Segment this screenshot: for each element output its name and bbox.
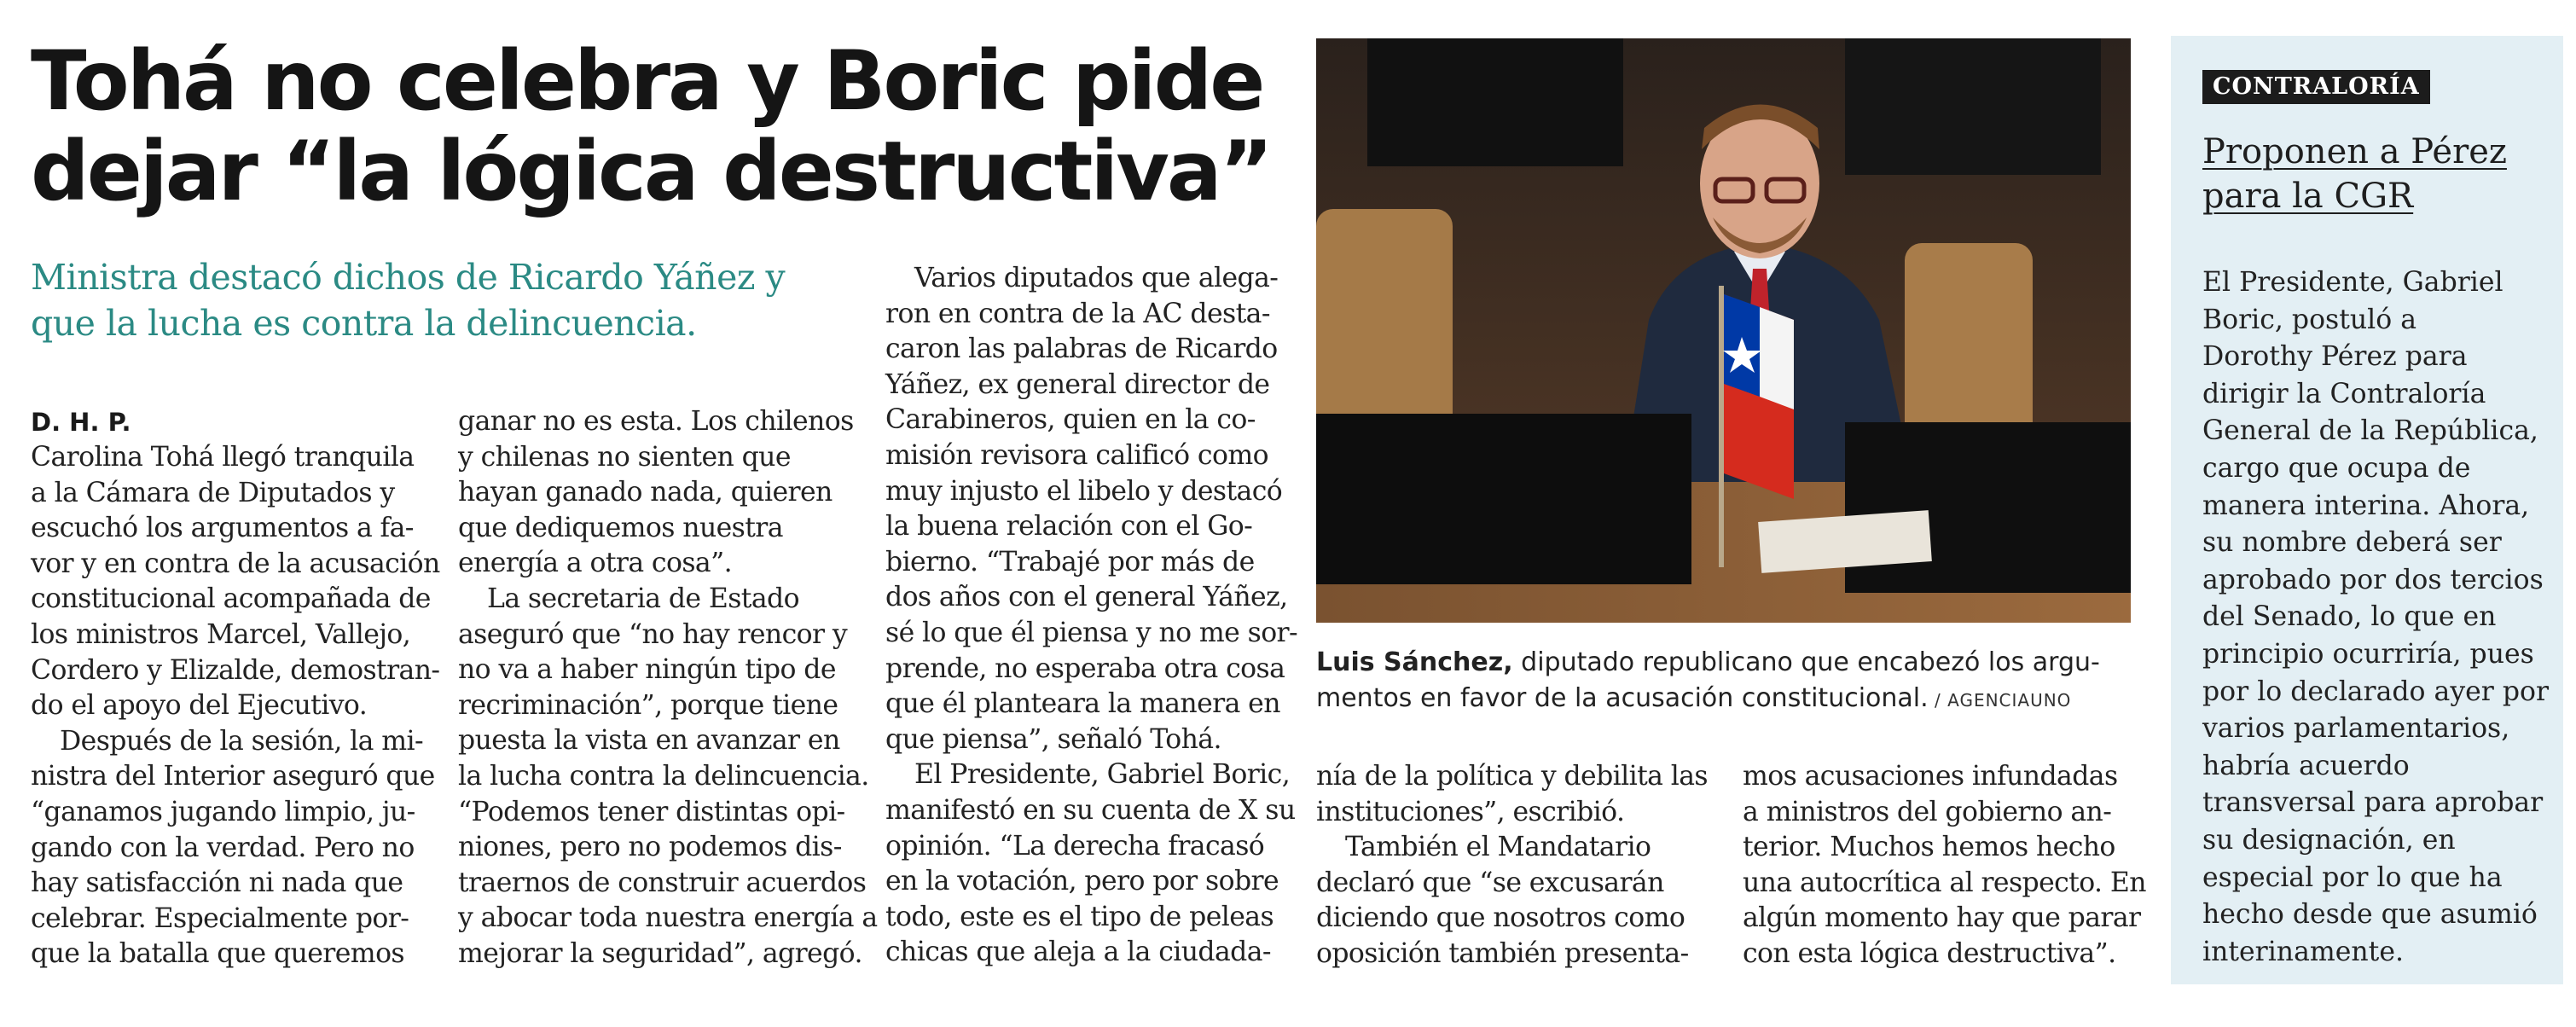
text-line: misión revisora calificó como <box>885 439 1268 471</box>
headline-line: Tohá no celebra y Boric pide <box>31 33 1263 129</box>
text-line: Dorothy Pérez para <box>2202 341 2468 373</box>
article-column-3 <box>885 261 1298 971</box>
text-line: su nombre deberá ser <box>2202 527 2502 559</box>
photo-caption <box>1316 645 2131 718</box>
sidebar-body <box>2202 264 2550 971</box>
text-line: Yáñez, ex general director de <box>885 368 1270 400</box>
text-line: que la batalla que queremos <box>31 938 404 970</box>
text-line: escuchó los argumentos a fa- <box>31 513 414 544</box>
text-line: traernos de construir acuerdos <box>458 867 867 898</box>
text-line: una autocrítica al respecto. En <box>1743 867 2146 898</box>
text-line: opinión. “La derecha fracasó <box>885 830 1265 862</box>
text-line: la buena relación con el Go- <box>885 511 1253 543</box>
text-line: todo, este es el tipo de peleas <box>885 901 1274 932</box>
caption-text: mentos en favor de la acusación constitucional. <box>1316 683 1929 713</box>
text-line: no va a haber ningún tipo de <box>458 654 836 686</box>
text-line: “Podemos tener distintas opi- <box>458 796 845 827</box>
text-line: hayan ganado nada, quieren <box>458 477 833 508</box>
text-line: hay satisfacción ni nada que <box>31 867 403 899</box>
sidebar-title-line: para la CGR <box>2202 177 2414 216</box>
deck-line: Ministra destacó dichos de Ricardo Yáñez y <box>31 257 786 298</box>
text-line: interinamente. <box>2202 936 2404 967</box>
section-tag: CONTRALORÍA <box>2202 70 2430 104</box>
caption-line-1 <box>1316 645 2131 681</box>
text-line: Boric, postuló a <box>2202 304 2416 335</box>
article-column-5 <box>1743 759 2146 972</box>
headline-line: dejar “la lógica destructiva” <box>31 124 1271 219</box>
article-column-4 <box>1316 759 1708 972</box>
sidebar-title <box>2202 130 2544 218</box>
photo-credit: / AGENCIAUNO <box>1928 690 2072 711</box>
text-line: a la Cámara de Diputados y <box>31 477 395 508</box>
byline: D. H. P. <box>31 408 131 437</box>
sidebar-contraloria <box>2171 36 2563 984</box>
text-line: instituciones”, escribió. <box>1316 796 1625 827</box>
caption-line-2 <box>1316 681 2131 718</box>
text-line: Cordero y Elizalde, demostran- <box>31 654 440 686</box>
text-line: con esta lógica destructiva”. <box>1743 937 2116 969</box>
column-text <box>31 440 440 972</box>
text-line: aseguró que “no hay rencor y <box>458 618 848 650</box>
text-line: prende, no esperaba otra cosa <box>885 653 1285 684</box>
text-line: del Senado, lo que en <box>2202 601 2497 633</box>
text-line: ganar no es esta. Los chilenos <box>458 406 854 437</box>
caption-text: diputado republicano que encabezó los argu- <box>1512 647 2100 677</box>
text-line: en la votación, pero por sobre <box>885 866 1279 897</box>
text-line: ron en contra de la AC desta- <box>885 298 1270 329</box>
text-line: por lo declarado ayer por <box>2202 676 2550 707</box>
text-line: La secretaria de Estado <box>487 583 799 614</box>
text-line: chicas que aleja a la ciudada- <box>885 937 1271 968</box>
text-line: Carolina Tohá llegó tranquila <box>31 442 415 473</box>
text-line: vor y en contra de la acusación <box>31 548 440 579</box>
text-line: General de la República, <box>2202 415 2538 447</box>
text-line: mos acusaciones infundadas <box>1743 761 2118 792</box>
text-line: manifestó en su cuenta de X su <box>885 794 1296 826</box>
text-line: manera interina. Ahora, <box>2202 490 2530 521</box>
text-line: muy injusto el libelo y destacó <box>885 475 1283 507</box>
photo-luis-sanchez <box>1316 38 2131 623</box>
text-line: El Presidente, Gabriel <box>2202 267 2503 298</box>
text-line: declaró que “se excusarán <box>1316 867 1664 898</box>
text-line: El Presidente, Gabriel Boric, <box>914 759 1291 791</box>
text-line: que piensa”, señaló Tohá. <box>885 723 1221 755</box>
text-line: energía a otra cosa”. <box>458 548 732 579</box>
caption-name: Luis Sánchez, <box>1316 647 1513 677</box>
text-line: dirigir la Contraloría <box>2202 378 2486 409</box>
text-line: También el Mandatario <box>1345 832 1651 863</box>
text-line: transversal para aprobar <box>2202 787 2544 819</box>
text-line: puesta la vista en avanzar en <box>458 725 840 757</box>
text-line: terior. Muchos hemos hecho <box>1743 832 2115 863</box>
text-line: y chilenas no sienten que <box>458 441 791 473</box>
text-line: que él planteara la manera en <box>885 688 1280 720</box>
deck-subtitle <box>31 254 884 346</box>
sidebar-title-line: Proponen a Pérez <box>2202 132 2507 171</box>
text-line: los ministros Marcel, Vallejo, <box>31 618 411 650</box>
text-line: caron las palabras de Ricardo <box>885 334 1278 365</box>
text-line: Después de la sesión, la mi- <box>60 725 423 757</box>
text-line: celebrar. Especialmente por- <box>31 902 409 934</box>
headline <box>31 33 1310 219</box>
text-line: cargo que ocupa de <box>2202 452 2471 484</box>
text-line: varios parlamentarios, <box>2202 713 2510 745</box>
text-line: y abocar toda nuestra energía a <box>458 902 878 934</box>
text-line: niones, pero no podemos dis- <box>458 832 842 863</box>
text-line: su designación, en <box>2202 824 2456 856</box>
text-line: recriminación”, porque tiene <box>458 689 838 721</box>
article-column-1 <box>31 404 440 972</box>
article-column-2 <box>458 404 878 972</box>
photo-icon <box>1316 38 2131 623</box>
text-line: gando con la verdad. Pero no <box>31 832 415 863</box>
text-line: algún momento hay que parar <box>1743 902 2141 934</box>
text-line: mejorar la seguridad”, agregó. <box>458 937 862 969</box>
text-line: diciendo que nosotros como <box>1316 902 1685 934</box>
text-line: do el apoyo del Ejecutivo. <box>31 690 368 722</box>
text-line: bierno. “Trabajé por más de <box>885 546 1255 577</box>
text-line: Varios diputados que alega- <box>914 263 1279 293</box>
text-line: “ganamos jugando limpio, ju- <box>31 796 415 827</box>
text-line: oposición también presenta- <box>1316 937 1689 969</box>
text-line: dos años con el general Yáñez, <box>885 582 1288 613</box>
text-line: nía de la política y debilita las <box>1316 761 1708 792</box>
text-line: principio ocurriría, pues <box>2202 638 2534 670</box>
text-line: constitucional acompañada de <box>31 583 431 615</box>
text-line: a ministros del gobierno an- <box>1743 796 2112 827</box>
text-line: Carabineros, quien en la co- <box>885 404 1256 436</box>
text-line: especial por lo que ha <box>2202 862 2503 893</box>
text-line: hecho desde que asumió <box>2202 899 2538 931</box>
text-line: habría acuerdo <box>2202 750 2410 781</box>
deck-line: que la lucha es contra la delincuencia. <box>31 303 697 344</box>
text-line: sé lo que él piensa y no me sor- <box>885 617 1298 648</box>
text-line: que dediquemos nuestra <box>458 512 783 543</box>
text-line: la lucha contra la delincuencia. <box>458 760 869 792</box>
text-line: aprobado por dos tercios <box>2202 564 2544 595</box>
text-line: nistra del Interior aseguró que <box>31 761 435 792</box>
